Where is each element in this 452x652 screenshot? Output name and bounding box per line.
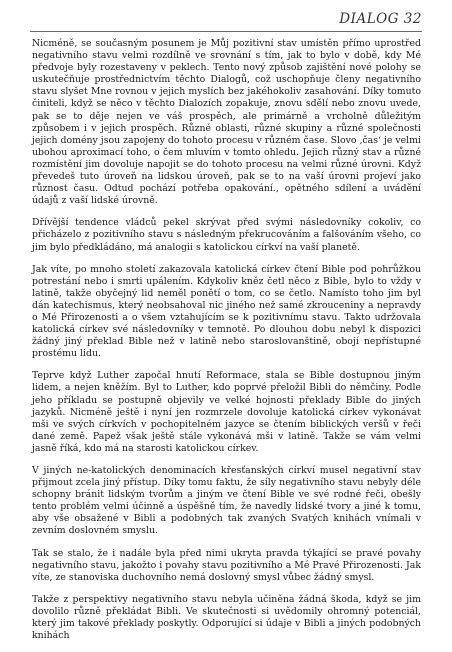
paragraph: Jak víte, po mnoho století zakazovala katolická církev čtení Bible pod pohrůžkou potrestání nebo i smrti upálením. Kdykoliv kněz četl něco z Bible, bylo to vždy v latině, takže obyčejný lid neměl ponětí o tom, co se četlo. Namísto toho jim byl dán katechismus, který neobsahoval nic jiného než samé zkrouceniny a nepravdy o Mé Přirozenosti a o všem vztahujícím se k pozitivnímu stavu. Takto udržovala katolická církev své následovníky v temnotě. Po dlouhou dobu nebyl k dispozici žádný jiný překlad Bible než v latině nebo staroslovanštině, obojí nepřístupné prostému lidu. [32,263,421,360]
header-title: DIALOG 32 [339,11,422,27]
paragraph: Nicméně, se současným posunem je Můj pozitivní stav umístěn přímo uprostřed negativního stavu velmi rozdílně ve srovnání s tím, jak to bylo v době, kdy Mé předvoje byly rozestaveny v peklech. Tento nový způsob zajištění nové polohy se uskutečňuje prostřednictvím těchto Dialogů, což uschopňuje členy negativního stavu slyšet Mne rovnou v jejich myslích bez jakéhokoliv zasahování. Díky tomuto činiteli, když se něco v těchto Dialozích zopakuje, znovu sdělí nebo znovu uvede, pak se to děje nejen ve váš prospěch, ale primárně a vrcholně důležitým způsobem i v jejich prospěch. Různé oblasti, různé skupiny a různé společnosti jejich domény jsou zapojeny do tohoto procesu v různém čase. Slovo ‚čas‘ je velmi ubohou aproximací toho, o čem mluvím v tomto ohledu. Jejich různý stav a různé rozmístění jim dovoluje napojit se do tohoto procesu na velmi různé úrovni. Když převedeš tuto úroveň na lidskou úroveň, pak se to na vaší úrovni projeví jako různost času. Odtud pochází potřeba opakování., opětného sdílení a uvádění údajů z vaší lidské úrovně. [32,38,422,207]
paragraph: Tak se stalo, že i nadále byla před nimi ukryta pravda týkající se pravé povahy negativního stavu, jakožto i povahy stavu pozitivního a Mé Pravé Přirozenosti. Jak víte, ze stanoviska duchovního nemá doslovný smysl vůbec žádný smysl. [32,547,421,583]
paragraph: Dřívější tendence vládců pekel skrývat před svými následovníky cokoliv, co přicházelo z pozitivního stavu s následným překrucováním a falšováním všeho, co jim bylo předkládáno, má analogii s katolickou církví na vaší planetě. [32,217,421,253]
paragraph: Takže z perspektivy negativního stavu nebyla učiněna žádná škoda, když se jim dovolilo různě překládat Bibli. Ve skutečnosti si uvědomily ohromný potenciál, který jim takové překlady poskytly. Odporující si údaje v Bibli a jiných podobných knihách [32,593,421,642]
paragraph: Teprve když Luther započal hnutí Reformace, stala se Bible dostupnou jiným lidem, a nejen kněžím. Byl to Luther, kdo poprvé přeložil Bibli do němčiny. Podle jeho příkladu se postupně objevily ve velké hojnosti překlady Bible do jiných jazyků. Nicméně ještě i nyní jen rozmrzele dovoluje katolická církev vykonávat mši ve svých církvích v pochopitelném jazyce se čtením biblických veršů v řeči dané země. Papež však ještě stále vykonává mši v latině. Takže se vám velmi jasně říká, kdo má na starosti katolickou církev. [32,370,421,454]
paragraph: V jiných ne-katolických denominacích křesťanských církví musel negativní stav přijmout zcela jiný přístup. Díky tomu faktu, že síly negativního stavu nebyly déle schopny bránit lidským tvorům a jiným ve čtení Bible ve své rodné řeči, obešly tento problém velmi účinně a úspěšně tím, že navedly lidské tvory a jiné k tomu, aby vše obsažené v Bibli a podobných tak zvaných Svatých knihách vnímali v zevním doslovném smyslu. [32,465,421,537]
body-text [32,38,421,652]
page-header [30,11,422,32]
